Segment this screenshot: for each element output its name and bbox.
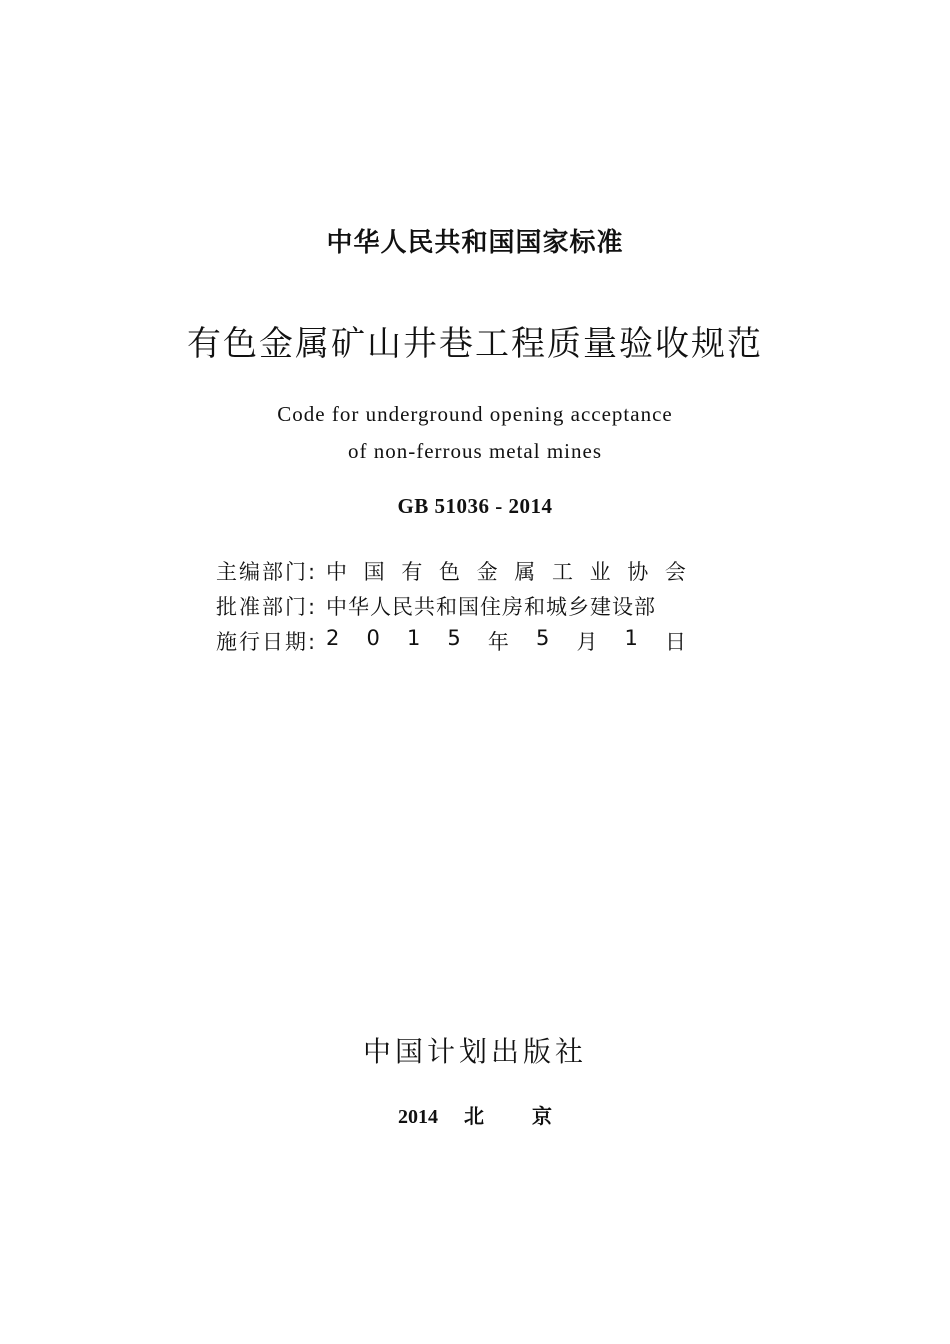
standard-code: GB 51036 - 2014	[397, 494, 553, 518]
editor-char: 业	[589, 559, 611, 584]
editor-char: 金	[476, 559, 498, 584]
imprint-city: 北京	[464, 1104, 600, 1128]
title-english-line-1: Code for underground opening acceptance	[277, 402, 673, 426]
title-chinese: 有色金属矿山井巷工程质量验收规范	[187, 324, 763, 364]
publisher-name: 中国计划出版社	[362, 1035, 587, 1068]
standard-type: 中华人民共和国国家标准	[326, 228, 624, 258]
editor-char: 有	[401, 559, 423, 584]
editor-char: 中	[326, 559, 347, 584]
editor-row	[216, 553, 686, 588]
imprint	[0, 1100, 950, 1129]
title-english-line-2: of non-ferrous metal mines	[347, 439, 603, 463]
editor-char: 协	[627, 559, 649, 584]
editor-char: 工	[551, 559, 573, 584]
title-english	[0, 396, 950, 470]
editor-char: 会	[664, 559, 686, 584]
approver-value: 中华人民共和国住房和城乡建设部	[326, 594, 656, 619]
date-char: 日	[665, 629, 686, 654]
date-char: 1	[624, 625, 638, 650]
editor-char: 国	[363, 559, 385, 584]
editor-label: 主编部门:	[216, 559, 318, 584]
approver-label: 批准部门:	[216, 594, 318, 619]
date-char: 5	[535, 625, 550, 650]
effective-date-label: 施行日期:	[216, 629, 318, 654]
date-char: 0	[366, 625, 380, 650]
date-char: 年	[487, 629, 509, 654]
date-char: 5	[447, 625, 461, 650]
standard-metadata	[216, 553, 686, 658]
date-char: 2	[326, 625, 340, 650]
editor-value	[326, 556, 686, 586]
approver-row	[216, 588, 686, 623]
effective-date-row	[216, 623, 686, 658]
editor-char: 属	[514, 559, 536, 584]
imprint-year: 2014	[398, 1106, 438, 1128]
date-char: 月	[576, 629, 598, 654]
editor-char: 色	[438, 559, 460, 584]
effective-date-value	[326, 626, 686, 656]
date-char: 1	[406, 625, 421, 650]
